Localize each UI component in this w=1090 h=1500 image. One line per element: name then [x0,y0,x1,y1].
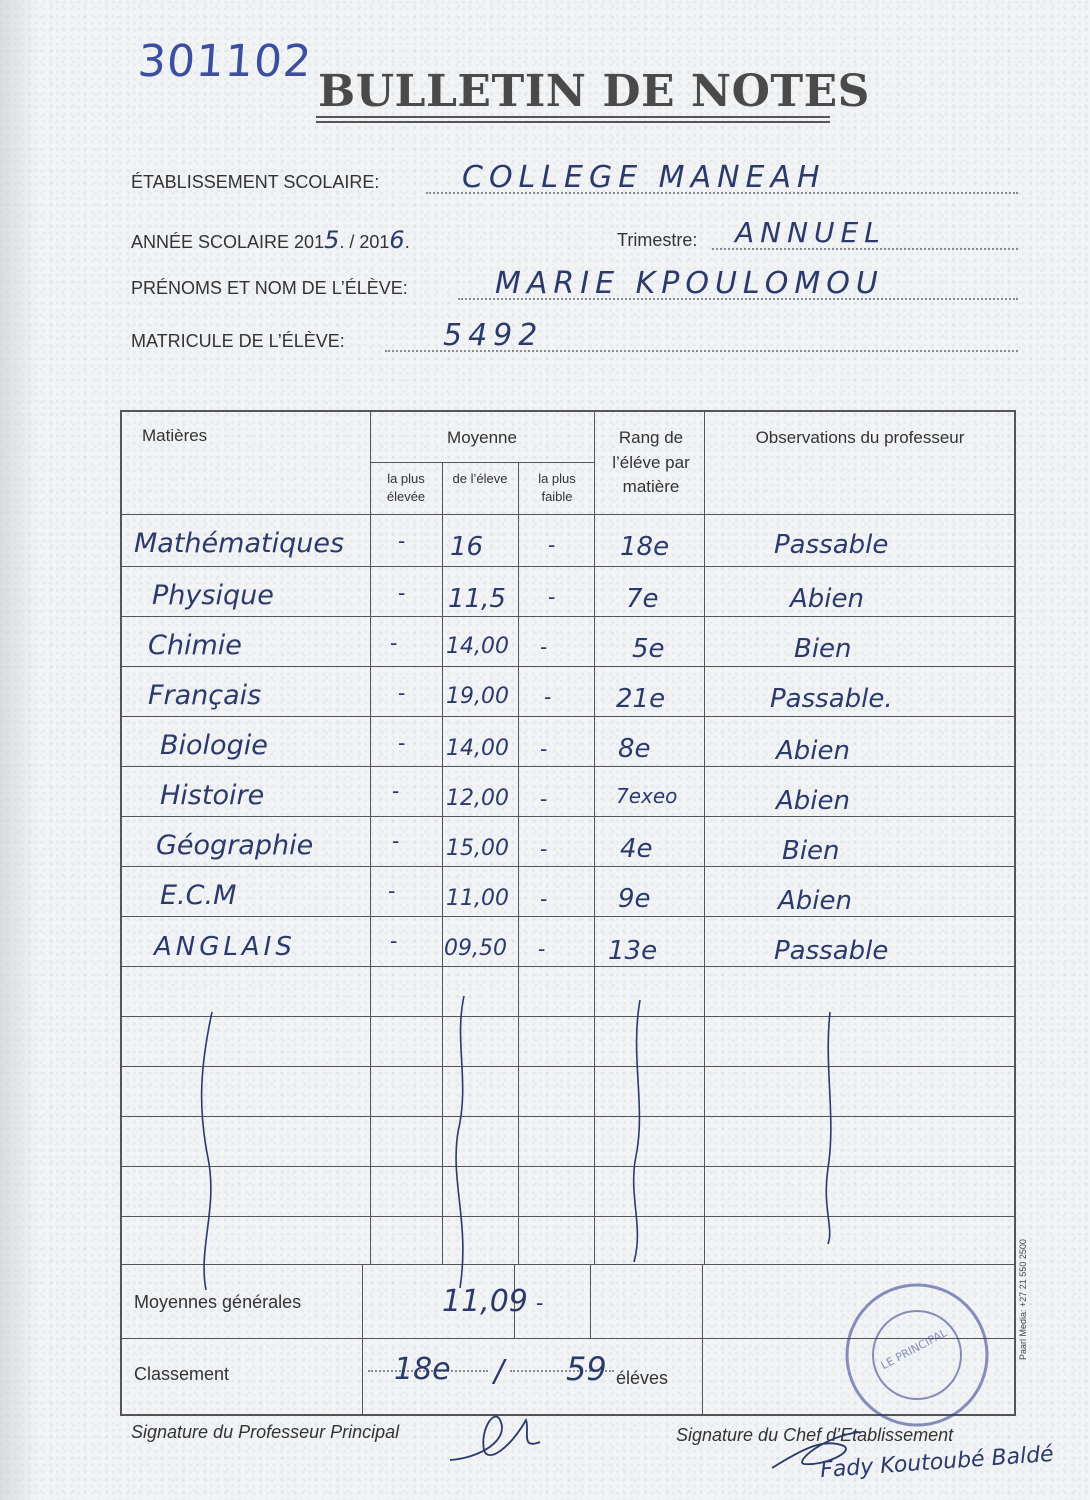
annee-end: . [404,232,410,252]
row-eleve: 16 [450,532,484,562]
annee-sep: . / 201 [339,232,390,252]
row-obs: Abien [778,886,852,916]
row-matiere: E.C.M [160,880,237,911]
row-line [122,866,1016,867]
nom-value: MARIE KPOULOMOU [495,266,884,301]
row-obs: Abien [776,786,850,816]
empty-rows-strike-eleve [448,992,478,1292]
signature-professeur-label: Signature du Professeur Principal [131,1422,400,1442]
signature-chef-label: Signature du Chef d’Etablissement [676,1425,954,1445]
classement-sep: / [494,1354,505,1389]
row-line [122,716,1016,717]
row-haute: - [392,828,400,853]
row-eleve: 19,00 [446,684,509,709]
row-matiere: Biologie [160,730,268,761]
header-la-plus-faible: la plus faible [538,471,576,504]
etablissement-value: COLLEGE MANEAH [462,160,826,195]
empty-rows-strike-obs [818,1008,848,1248]
classement-total: 59 [566,1350,607,1388]
signature-chef-name: Fady Koutoubé Baldé [819,1441,1055,1484]
row-eleve: 11,5 [448,584,506,614]
row-obs: Abien [776,736,850,766]
row-matiere: ANGLAIS [154,932,296,962]
grades-table [120,410,1016,1416]
row-line [122,566,1016,567]
row-haute: - [398,528,406,553]
row-line [122,1016,1016,1017]
row-eleve: 15,00 [446,836,509,861]
row-obs: Bien [794,634,852,664]
header-matieres: Matières [142,426,208,445]
trimestre-label: Trimestre: [617,230,698,250]
trimestre-value: ANNUEL [735,216,886,249]
row-eleve: 14,00 [446,736,509,761]
row-haute: - [390,630,398,655]
title-underline [316,116,830,123]
classement-rang: 18e [394,1352,451,1387]
foot-divider-3 [590,1264,591,1338]
row-matiere: Physique [152,580,274,611]
row-line [122,666,1016,667]
row-haute: - [398,730,406,755]
row-line [122,766,1016,767]
official-stamp [842,1280,992,1430]
row-faible: - [548,584,556,609]
annee-hand2: 6 [389,226,405,254]
col-divider-1 [370,412,371,1264]
foot-divider-1 [362,1264,363,1416]
row-eleve: 11,00 [446,886,509,911]
row-haute: - [392,778,400,803]
empty-rows-strike-rang [626,996,656,1266]
row-rang: 9e [618,884,651,914]
matricule-value: 5492 [443,318,544,353]
matricule-label: MATRICULE DE L’ÉLÈVE: [131,331,345,351]
row-matiere: Mathématiques [134,528,345,559]
stamp-text: LE PRINCIPAL [878,1326,950,1373]
row-rang: 21e [616,684,666,714]
row-eleve: 12,00 [446,786,509,811]
row-rang: 13e [608,936,658,966]
row-rang: 5e [632,634,665,664]
header-bottom-line [122,514,1016,515]
printer-side-text: Paarl Media: +27 21 550 2500 [1018,1239,1028,1360]
row-haute: - [390,928,398,953]
row-obs: Passable [774,936,889,966]
document-code: 301102 [136,36,314,87]
etablissement-label: ÉTABLISSEMENT SCOLAIRE: [131,172,380,192]
moyennes-generales-label: Moyennes générales [134,1292,302,1312]
row-line [122,1166,1016,1167]
row-obs: Passable. [770,684,893,714]
row-line [122,966,1016,967]
row-matiere: Chimie [148,630,242,661]
annee-scolaire [131,226,410,254]
classement-suffix: éléves [616,1368,669,1388]
scan-edge [0,0,38,1500]
annee-hand1: 5 [324,226,340,254]
moyenne-subheader-line [370,462,594,463]
header-la-plus-elevee: la plus élevée [386,471,426,504]
row-faible: - [548,532,556,557]
row-obs: Abien [790,584,864,614]
foot-divider-4 [702,1264,703,1416]
header-observations: Observations du professeur [755,428,965,447]
row-line [122,1066,1016,1067]
row-obs: Passable [774,530,889,560]
header-de-l-eleve: de l’éleve [452,471,508,486]
classement-label: Classement [134,1364,230,1384]
row-line [122,616,1016,617]
row-rang: 7exeo [616,784,678,808]
row-obs: Bien [782,836,840,866]
signature-professeur [440,1400,550,1480]
row-rang: 4e [620,834,653,864]
page-title: BULLETIN DE NOTES [318,66,870,117]
col-divider-4 [594,412,595,1264]
row-line [122,1116,1016,1117]
col-divider-3 [518,462,519,1264]
row-faible: - [540,634,548,659]
row-faible: - [544,684,552,709]
row-haute: - [398,580,406,605]
row-matiere: Géographie [156,830,314,861]
col-divider-5 [704,412,705,1264]
row-rang: 18e [620,532,670,562]
row-rang: 8e [618,734,651,764]
nom-label: PRÉNOMS ET NOM DE L’ÉLÈVE: [131,278,408,298]
row-line [122,1216,1016,1217]
row-faible: - [540,736,548,761]
row-matiere: Français [148,680,262,711]
empty-rows-strike-matiere [192,1008,232,1294]
row-matiere: Histoire [160,780,265,811]
row-line [122,1264,1016,1265]
row-haute: - [388,878,396,903]
row-eleve: 14,00 [446,634,509,659]
header-moyenne: Moyenne [447,428,517,447]
moyenne-generale-value: 11,09 [442,1284,528,1319]
moyenne-generale-faible: - [536,1290,544,1315]
row-faible: - [540,786,548,811]
row-line [122,816,1016,817]
annee-label: ANNÉE SCOLAIRE 201 [131,232,325,252]
row-faible: - [540,886,548,911]
row-faible: - [540,836,548,861]
header-rang: Rang de l’éléve par matière [612,428,690,497]
row-faible: - [538,936,546,961]
row-rang: 7e [626,584,659,614]
row-eleve: 09,50 [444,936,507,961]
col-divider-2 [442,462,443,1264]
row-haute: - [398,680,406,705]
row-line [122,916,1016,917]
